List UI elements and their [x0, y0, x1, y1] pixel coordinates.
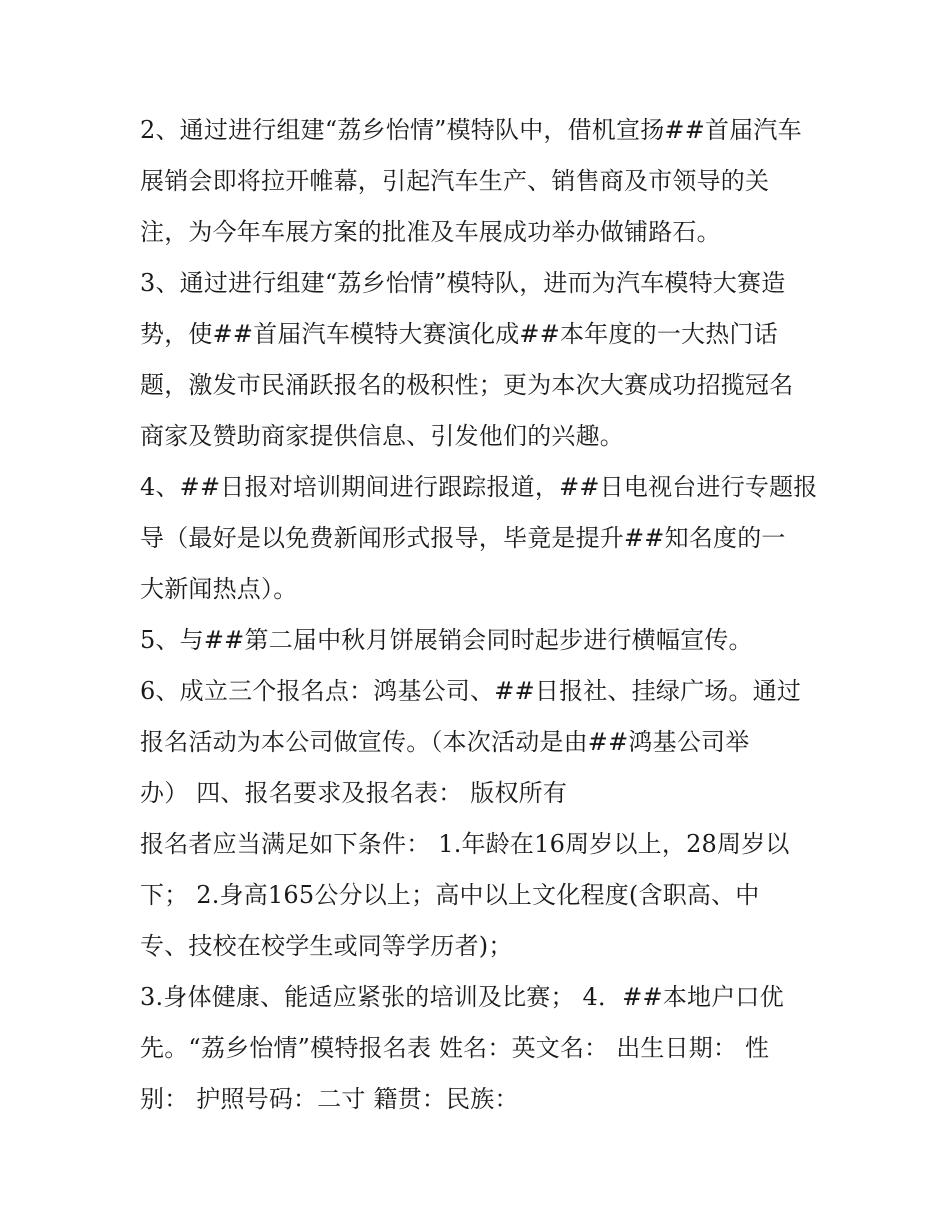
text-line: 下； 2.身高165公分以上；高中以上文化程度(含职高、中 [140, 881, 760, 909]
text-line: 别： 护照号码：二寸 籍贯：民族： [140, 1085, 519, 1113]
text-line: 2、通过进行组建“荔乡怡情”模特队中，借机宣扬##首届汽车 [140, 116, 802, 144]
text-line: 报名者应当满足如下条件： 1.年龄在16周岁以上，28周岁以 [140, 830, 790, 858]
text-line: 题，激发市民涌跃报名的极积性；更为本次大赛成功招揽冠名 [140, 371, 794, 399]
text-line: 势，使##首届汽车模特大赛演化成##本年度的一大热门话 [140, 320, 778, 348]
text-line: 展销会即将拉开帷幕，引起汽车生产、销售商及市领导的关 [140, 167, 770, 195]
text-line: 先。“荔乡怡情”模特报名表 姓名：英文名： 出生日期： 性 [140, 1034, 770, 1062]
text-line: 4、##日报对培训期间进行跟踪报道，##日电视台进行专题报 [140, 473, 818, 501]
text-line: 办） 四、报名要求及报名表： 版权所有 [140, 779, 568, 807]
text-line: 商家及赞助商家提供信息、引发他们的兴趣。 [140, 422, 624, 450]
text-line: 专、技校在校学生或同等学历者)； [140, 932, 513, 960]
text-line: 6、成立三个报名点：鸿基公司、##日报社、挂绿广场。通过 [140, 677, 802, 705]
text-line: 3、通过进行组建“荔乡怡情”模特队，进而为汽车模特大赛造 [140, 269, 786, 297]
text-line: 5、与##第二届中秋月饼展销会同时起步进行横幅宣传。 [140, 626, 753, 654]
text-line: 3.身体健康、能适应紧张的培训及比赛； 4．##本地户口优 [140, 983, 784, 1011]
text-line: 大新闻热点）。 [140, 575, 298, 603]
text-line: 报名活动为本公司做宣传。（本次活动是由##鸿基公司举 [140, 728, 750, 756]
text-line: 注，为今年车展方案的批准及车展成功举办做铺路石。 [140, 218, 721, 246]
text-line: 导（最好是以免费新闻形式报导，毕竟是提升##知名度的一 [140, 524, 786, 552]
